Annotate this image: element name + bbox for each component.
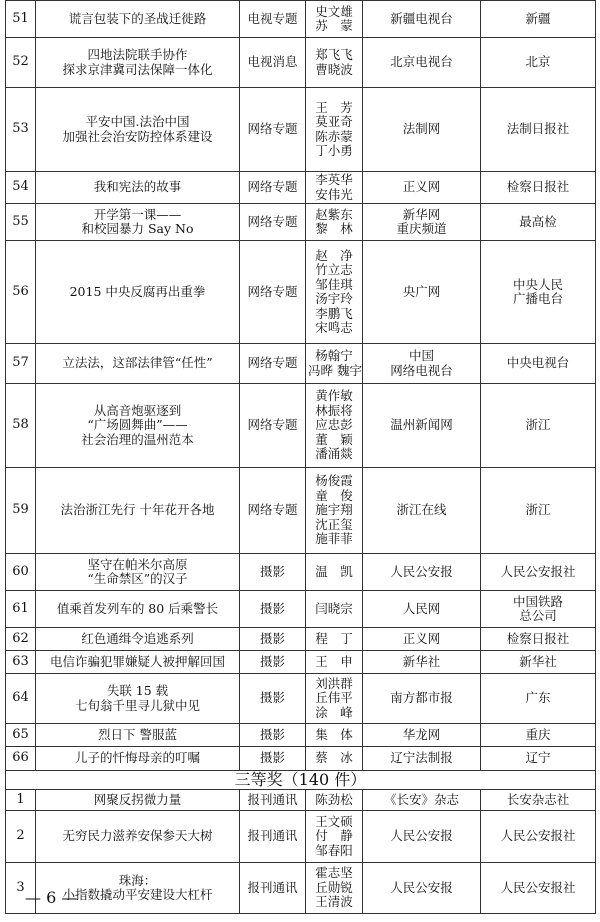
- entry-type: 报刊通讯: [240, 811, 306, 863]
- entry-type: 网络专题: [240, 384, 306, 468]
- entry-number: 65: [6, 724, 36, 747]
- entry-outlet: 人民公安报: [363, 863, 481, 914]
- entry-outlet: 人民公安报: [363, 554, 481, 591]
- entry-outlet: 华龙网: [363, 724, 481, 747]
- entry-title: 2015 中央反腐再出重拳: [36, 241, 240, 344]
- table-row: [6, 241, 596, 344]
- table-row: [6, 651, 596, 674]
- entry-authors: 史文雄 苏 蒙: [306, 1, 363, 38]
- entry-type: 摄影: [240, 628, 306, 651]
- entry-authors: 刘洪群 丘伟平 涂 峰: [306, 674, 363, 724]
- entry-unit: 检察日报社: [481, 628, 596, 651]
- entry-title: 无穷民力滋养安保参天大树: [36, 811, 240, 863]
- entry-title: 儿子的忏悔母亲的叮嘱: [36, 747, 240, 771]
- table-row: [6, 790, 596, 811]
- entry-outlet: 温州新闻网: [363, 384, 481, 468]
- entry-number: 58: [6, 384, 36, 468]
- entry-outlet: 中国 网络电视台: [363, 344, 481, 384]
- entry-outlet: 《长安》杂志: [363, 790, 481, 811]
- table-row: [6, 628, 596, 651]
- entry-unit: 最高检: [481, 204, 596, 241]
- entry-unit: 中国铁路 总公司: [481, 591, 596, 628]
- entry-type: 网络专题: [240, 344, 306, 384]
- entry-outlet: 浙江在线: [363, 468, 481, 554]
- entry-number: 61: [6, 591, 36, 628]
- entry-outlet: 新华社: [363, 651, 481, 674]
- entry-number: 53: [6, 88, 36, 172]
- entry-type: 电视专题: [240, 1, 306, 38]
- entry-outlet: 北京电视台: [363, 38, 481, 88]
- entry-title: 值乘首发列车的 80 后乘警长: [36, 591, 240, 628]
- entry-unit: 人民公安报社: [481, 863, 596, 914]
- entry-authors: 王 申: [306, 651, 363, 674]
- entry-authors: 集 体: [306, 724, 363, 747]
- entry-type: 摄影: [240, 554, 306, 591]
- entry-type: 网络专题: [240, 88, 306, 172]
- entry-unit: 重庆: [481, 724, 596, 747]
- entry-number: 59: [6, 468, 36, 554]
- entry-authors: 蔡 冰: [306, 747, 363, 771]
- table-row: [6, 1, 596, 38]
- entry-authors: 郑飞飞 曹晓波: [306, 38, 363, 88]
- entry-number: 3: [6, 863, 36, 914]
- entry-unit: 法制日报社: [481, 88, 596, 172]
- entry-title: 红色通缉令追逃系列: [36, 628, 240, 651]
- entry-title: 烈日下 警服蓝: [36, 724, 240, 747]
- entry-authors: 黄作敏 林振将 应忠彭 董 颖 潘涌燚: [306, 384, 363, 468]
- entry-authors: 闫晓宗: [306, 591, 363, 628]
- entry-outlet: 南方都市报: [363, 674, 481, 724]
- entry-number: 57: [6, 344, 36, 384]
- entry-unit: 北京: [481, 38, 596, 88]
- page-number: — 6 —: [25, 888, 78, 907]
- section-row: [6, 771, 596, 790]
- table-row: [6, 204, 596, 241]
- entry-unit: 辽宁: [481, 747, 596, 771]
- entry-outlet: 人民公安报: [363, 811, 481, 863]
- entry-title: 法治浙江先行 十年花开各地: [36, 468, 240, 554]
- entry-unit: 广东: [481, 674, 596, 724]
- entry-number: 54: [6, 172, 36, 204]
- entry-type: 摄影: [240, 724, 306, 747]
- entry-title: 谎言包装下的圣战迁徙路: [36, 1, 240, 38]
- entry-unit: 浙江: [481, 384, 596, 468]
- entry-unit: 人民公安报社: [481, 811, 596, 863]
- entry-number: 66: [6, 747, 36, 771]
- entry-authors: 王 芳 莫亚奇 陈赤蒙 丁小勇: [306, 88, 363, 172]
- entry-authors: 赵紫东 黎 林: [306, 204, 363, 241]
- entry-authors: 赵 净 竹立志 邹佳琪 汤宇玲 李鹏飞 宋鸣志: [306, 241, 363, 344]
- entry-type: 网络专题: [240, 241, 306, 344]
- awards-table: [5, 0, 596, 914]
- entry-type: 电视消息: [240, 38, 306, 88]
- entry-outlet: 央广网: [363, 241, 481, 344]
- entry-unit: 长安杂志社: [481, 790, 596, 811]
- table-row: [6, 591, 596, 628]
- entry-number: 63: [6, 651, 36, 674]
- table-row: [6, 88, 596, 172]
- table-row: [6, 384, 596, 468]
- entry-unit: 中央电视台: [481, 344, 596, 384]
- entry-unit: 新华社: [481, 651, 596, 674]
- entry-authors: 温 凯: [306, 554, 363, 591]
- entry-authors: 程 丁: [306, 628, 363, 651]
- entry-title: 珠海： 小指数撬动平安建设大杠杆: [36, 863, 240, 914]
- entry-title: 四地法院联手协作 探求京津冀司法保障一体化: [36, 38, 240, 88]
- entry-outlet: 新疆电视台: [363, 1, 481, 38]
- entry-number: 60: [6, 554, 36, 591]
- table-row: [6, 724, 596, 747]
- entry-type: 摄影: [240, 651, 306, 674]
- entry-type: 摄影: [240, 591, 306, 628]
- entry-type: 摄影: [240, 674, 306, 724]
- entry-title: 从高音炮驱逐到 “广场圆舞曲”—— 社会治理的温州范本: [36, 384, 240, 468]
- entry-authors: 杨俊霞 童 俊 施宇翔 沈正玺 施菲菲: [306, 468, 363, 554]
- table-row: [6, 747, 596, 771]
- entry-outlet: 新华网 重庆频道: [363, 204, 481, 241]
- entry-title: 电信诈骗犯罪嫌疑人被押解回国: [36, 651, 240, 674]
- entry-number: 62: [6, 628, 36, 651]
- entry-authors: 王文硕 付 静 邹春阳: [306, 811, 363, 863]
- entry-title: 平安中国.法治中国 加强社会治安防控体系建设: [36, 88, 240, 172]
- entry-number: 2: [6, 811, 36, 863]
- entry-number: 56: [6, 241, 36, 344]
- entry-number: 64: [6, 674, 36, 724]
- entry-unit: 浙江: [481, 468, 596, 554]
- entry-unit: 检察日报社: [481, 172, 596, 204]
- table-row: [6, 554, 596, 591]
- table-row: [6, 468, 596, 554]
- entry-unit: 新疆: [481, 1, 596, 38]
- entry-type: 报刊通讯: [240, 863, 306, 914]
- table-row: [6, 811, 596, 863]
- table-row: [6, 863, 596, 914]
- entry-authors: 李英华 安伟光: [306, 172, 363, 204]
- entry-outlet: 正义网: [363, 172, 481, 204]
- entry-title: 开学第一课—— 和校园暴力 Say No: [36, 204, 240, 241]
- section-heading: 三等奖（140 件）: [6, 771, 596, 790]
- entry-unit: 人民公安报社: [481, 554, 596, 591]
- table-row: [6, 344, 596, 384]
- entry-type: 网络专题: [240, 172, 306, 204]
- table-row: [6, 38, 596, 88]
- entry-title: 失联 15 载 七旬翁千里寻儿狱中见: [36, 674, 240, 724]
- entry-number: 52: [6, 38, 36, 88]
- entry-unit: 中央人民 广播电台: [481, 241, 596, 344]
- entry-number: 51: [6, 1, 36, 38]
- entry-type: 摄影: [240, 747, 306, 771]
- entry-type: 报刊通讯: [240, 790, 306, 811]
- entry-authors: 陈劲松: [306, 790, 363, 811]
- entry-number: 1: [6, 790, 36, 811]
- entry-title: 坚守在帕米尔高原 “生命禁区”的汉子: [36, 554, 240, 591]
- table-row: [6, 674, 596, 724]
- entry-title: 网聚反拐微力量: [36, 790, 240, 811]
- entry-type: 网络专题: [240, 468, 306, 554]
- entry-outlet: 人民网: [363, 591, 481, 628]
- entry-authors: 杨翰宁 冯晔 魏宇: [306, 344, 363, 384]
- entry-outlet: 辽宁法制报: [363, 747, 481, 771]
- entry-type: 网络专题: [240, 204, 306, 241]
- entry-authors: 霍志坚 丘勋锐 王清波: [306, 863, 363, 914]
- entry-title: 立法法，这部法律管“任性”: [36, 344, 240, 384]
- entry-title: 我和宪法的故事: [36, 172, 240, 204]
- entry-outlet: 法制网: [363, 88, 481, 172]
- table-row: [6, 172, 596, 204]
- entry-outlet: 正义网: [363, 628, 481, 651]
- entry-number: 55: [6, 204, 36, 241]
